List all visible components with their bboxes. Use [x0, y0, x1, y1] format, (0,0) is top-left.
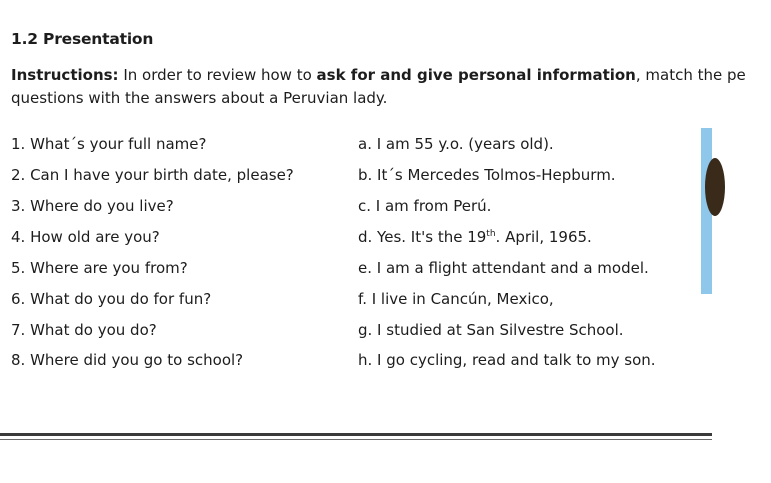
question-1: 1. What´s your full name?: [11, 135, 207, 153]
answer-c: c. I am from Perú.: [358, 197, 492, 215]
instructions-text-1: In order to review how to: [118, 66, 317, 84]
section-title: 1.2 Presentation: [11, 30, 154, 48]
instructions-bold-phrase: ask for and give personal information: [316, 66, 636, 84]
answer-a: a. I am 55 y.o. (years old).: [358, 135, 554, 153]
answer-h: h. I go cycling, read and talk to my son.: [358, 351, 656, 369]
instructions: [11, 64, 771, 110]
answer-d-superscript: th: [486, 229, 496, 239]
question-7: 7. What do you do?: [11, 321, 157, 339]
instructions-label: Instructions:: [11, 66, 119, 84]
question-2: 2. Can I have your birth date, please?: [11, 166, 294, 184]
answer-g: g. I studied at San Silvestre School.: [358, 321, 624, 339]
instructions-line-2: questions with the answers about a Peruvian lady.: [11, 89, 388, 107]
photo-hair-shape: [705, 158, 725, 216]
page-divider-thin: [0, 439, 712, 440]
answer-d-date: . April, 1965.: [495, 228, 592, 246]
answer-b: b. It´s Mercedes Tolmos-Hepburm.: [358, 166, 616, 184]
question-4: 4. How old are you?: [11, 228, 160, 246]
answer-d-text: d. Yes. It's the 19: [358, 228, 487, 246]
instructions-line-1: [11, 64, 771, 87]
question-3: 3. Where do you live?: [11, 197, 174, 215]
peruvian-lady-photo: [701, 128, 712, 294]
answer-d: [358, 226, 592, 248]
answer-e: e. I am a flight attendant and a model.: [358, 259, 649, 277]
instructions-text-2: , match the pe: [635, 66, 746, 84]
question-6: 6. What do you do for fun?: [11, 290, 212, 308]
answer-f: f. I live in Cancún, Mexico,: [358, 290, 554, 308]
question-5: 5. Where are you from?: [11, 259, 188, 277]
page-divider-thick: [0, 433, 712, 436]
question-8: 8. Where did you go to school?: [11, 351, 244, 369]
